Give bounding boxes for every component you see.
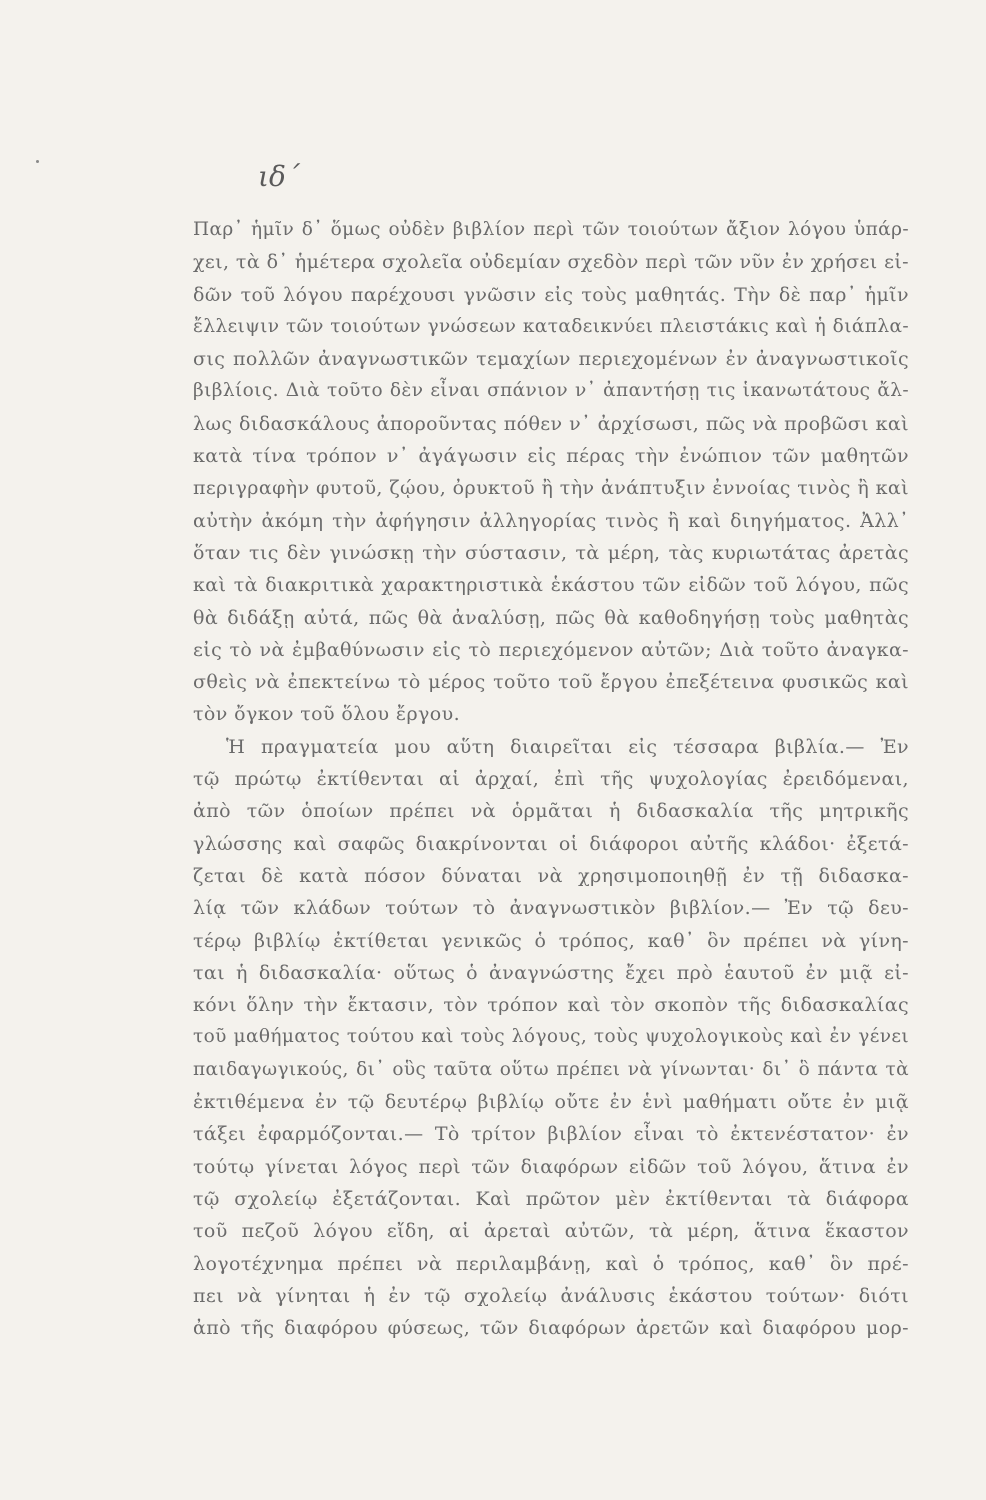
text-line: ζεται δὲ κατὰ πόσον δύναται νὰ χρησιμοποιηθῇ ἐν τῇ διδασκα- [193, 864, 909, 887]
text-line: ἀπὸ τῆς διαφόρου φύσεως, τῶν διαφόρων ἀρετῶν καὶ διαφόρου μορ- [193, 1317, 909, 1340]
text-line: ὅταν τις δὲν γινώσκῃ τὴν σύστασιν, τὰ μέρη, τὰς κυριωτάτας ἀρετὰς [193, 541, 909, 564]
page-number: ιδ΄ [258, 160, 300, 193]
text-line: ἐκτιθέμενα ἐν τῷ δευτέρῳ βιβλίῳ οὔτε ἐν ἑνὶ μαθήματι οὔτε ἐν μιᾷ [193, 1091, 909, 1114]
text-line: Παρ᾽ ἡμῖν δ᾽ ὅμως οὐδὲν βιβλίον περὶ τῶν τοιούτων ἄξιον λόγου ὑπάρ- [193, 219, 909, 240]
text-line: ἀπὸ τῶν ὁποίων πρέπει νὰ ὁρμᾶται ἡ διδασκαλία τῆς μητρικῆς [193, 800, 909, 823]
text-line: τάξει ἐφαρμόζονται.— Τὸ τρίτον βιβλίον εἶναι τὸ ἐκτενέστατον· ἐν [193, 1123, 909, 1146]
text-line: δῶν τοῦ λόγου παρέχουσι γνῶσιν εἰς τοὺς μαθητάς. Τὴν δὲ παρ᾽ ἡμῖν [193, 283, 909, 306]
text-line: χει, τὰ δ᾽ ἡμέτερα σχολεῖα οὐδεμίαν σχεδὸν περὶ τῶν νῦν ἐν χρήσει εἰ- [193, 251, 909, 274]
text-line: σθεὶς νὰ ἐπεκτείνω τὸ μέρος τοῦτο τοῦ ἔργου ἐπεξέτεινα φυσικῶς καὶ [193, 671, 909, 694]
text-line: πει νὰ γίνηται ἡ ἐν τῷ σχολείῳ ἀνάλυσις ἑκάστου τούτων· διότι [193, 1284, 909, 1307]
text-line: κόνι ὅλην τὴν ἔκτασιν, τὸν τρόπον καὶ τὸν σκοπὸν τῆς διδασκαλίας [193, 994, 909, 1017]
body-text [193, 214, 909, 1344]
text-line: καὶ τὰ διακριτικὰ χαρακτηριστικὰ ἑκάστου τῶν εἰδῶν τοῦ λόγου, πῶς [193, 574, 909, 597]
text-line: ἔλλειψιν τῶν τοιούτων γνώσεων καταδεικνύει πλειστάκις καὶ ἡ διάπλα- [193, 315, 909, 337]
paragraph-start-line: Ἡ πραγματεία μου αὕτη διαιρεῖται εἰς τέσσαρα βιβλία.— Ἐν [226, 735, 909, 758]
text-line: ται ἡ διδασκαλία· οὕτως ὁ ἀναγνώστης ἔχει πρὸ ἑαυτοῦ ἐν μιᾷ εἰ- [193, 961, 909, 984]
text-line: τέρῳ βιβλίῳ ἐκτίθεται γενικῶς ὁ τρόπος, καθ᾽ ὃν πρέπει νὰ γίνη- [193, 929, 909, 952]
text-line: τούτῳ γίνεται λόγος περὶ τῶν διαφόρων εἰδῶν τοῦ λόγου, ἅτινα ἐν [193, 1155, 909, 1178]
text-line: τῷ πρώτῳ ἐκτίθενται αἱ ἀρχαί, ἐπὶ τῆς ψυχολογίας ἐρειδόμεναι, [193, 768, 909, 791]
text-line: βιβλίοις. Διὰ τοῦτο δὲν εἶναι σπάνιον ν᾽ ἀπαντήσῃ τις ἱκανωτάτους ἄλ- [193, 380, 909, 402]
text-line: κατὰ τίνα τρόπον ν᾽ ἀγάγωσιν εἰς πέρας τὴν ἐνώπιον τῶν μαθητῶν [193, 445, 909, 468]
text-line: τῷ σχολείῳ ἐξετάζονται. Καὶ πρῶτον μὲν ἐκτίθενται τὰ διάφορα [193, 1187, 909, 1210]
text-line: τοῦ πεζοῦ λόγου εἴδη, αἱ ἀρεταὶ αὐτῶν, τὰ μέρη, ἅτινα ἕκαστον [193, 1220, 909, 1243]
text-line: τοῦ μαθήματος τούτου καὶ τοὺς λόγους, τοὺς ψυχολογικοὺς καὶ ἐν γένει [193, 1026, 909, 1048]
text-line: λίᾳ τῶν κλάδων τούτων τὸ ἀναγνωστικὸν βιβλίον.— Ἐν τῷ δευ- [193, 897, 909, 920]
text-line: σις πολλῶν ἀναγνωστικῶν τεμαχίων περιεχομένων ἐν ἀναγνωστικοῖς [193, 348, 909, 371]
text-line: παιδαγωγικούς, δι᾽ οὓς ταῦτα οὕτω πρέπει νὰ γίνωνται· δι᾽ ὃ πάντα τὰ [193, 1058, 909, 1080]
text-line: θὰ διδάξῃ αὐτά, πῶς θὰ ἀναλύσῃ, πῶς θὰ καθοδηγήσῃ τοὺς μαθητὰς [193, 606, 909, 629]
paragraph-end-line: τὸν ὄγκον τοῦ ὅλου ἔργου. [193, 703, 461, 726]
text-line: γλώσσης καὶ σαφῶς διακρίνονται οἱ διάφοροι αὐτῆς κλάδοι· ἐξετά- [193, 832, 909, 855]
page-speck [36, 160, 39, 163]
text-line: λως διδασκάλους ἀποροῦντας πόθεν ν᾽ ἀρχίσωσι, πῶς νὰ προβῶσι καὶ [193, 412, 909, 435]
text-line: λογοτέχνημα πρέπει νὰ περιλαμβάνῃ, καὶ ὁ τρόπος, καθ᾽ ὃν πρέ- [193, 1252, 909, 1275]
text-line: αὐτὴν ἀκόμη τὴν ἀφήγησιν ἀλληγορίας τινὸς ἢ καὶ διηγήματος. Ἀλλ᾽ [193, 509, 909, 532]
text-line: περιγραφὴν φυτοῦ, ζῴου, ὀρυκτοῦ ἢ τὴν ἀνάπτυξιν ἐννοίας τινὸς ἢ καὶ [193, 477, 909, 500]
text-line: εἰς τὸ νὰ ἐμβαθύνωσιν εἰς τὸ περιεχόμενον αὐτῶν; Διὰ τοῦτο ἀναγκα- [193, 638, 909, 661]
